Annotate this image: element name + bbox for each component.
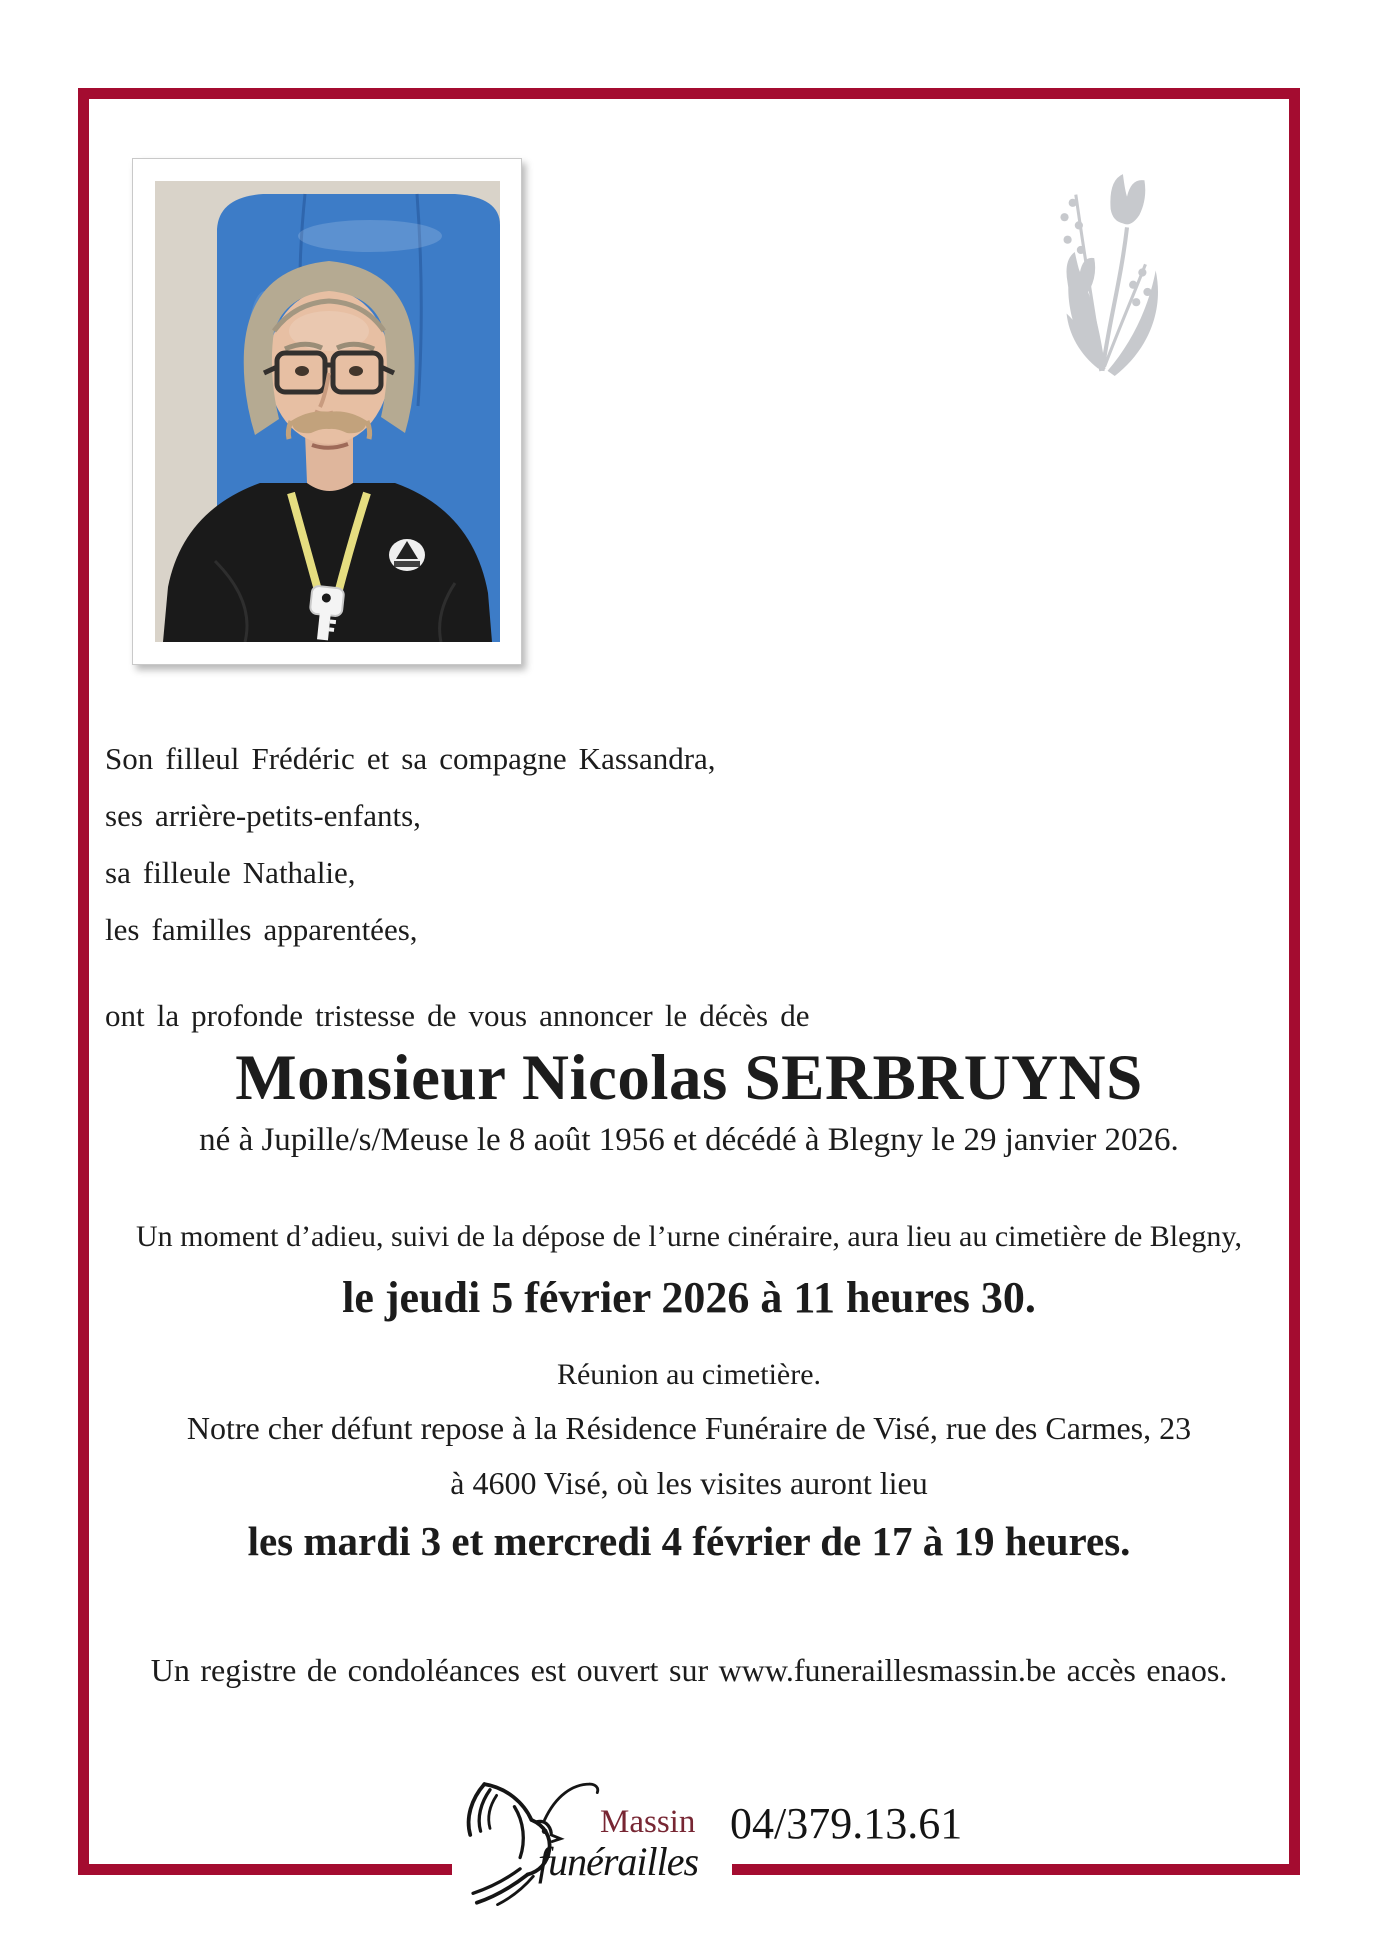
funeral-home-name: Massin bbox=[600, 1804, 696, 1840]
portrait-photo-frame bbox=[132, 158, 522, 665]
family-line-3: sa filleule Nathalie, bbox=[105, 855, 356, 890]
family-line-1: Son filleul Frédéric et sa compagne Kassandra, bbox=[105, 741, 716, 776]
deceased-name: Monsieur Nicolas SERBRUYNS bbox=[235, 1042, 1143, 1114]
family-line-2: ses arrière-petits-enfants, bbox=[105, 798, 421, 833]
announcement-intro: ont la profonde tristesse de vous annoncer le décès de bbox=[105, 998, 810, 1033]
condolence-register-line: Un registre de condoléances est ouvert sur www.funeraillesmassin.be accès enaos. bbox=[150, 1652, 1228, 1688]
funeral-home-logo bbox=[452, 1782, 732, 1904]
portrait-illustration bbox=[155, 181, 500, 642]
phone-number: 04/379.13.61 bbox=[730, 1799, 963, 1848]
funeral-home-subtitle: funérailles bbox=[538, 1839, 699, 1884]
repose-line-2: à 4600 Visé, où les visites auront lieu bbox=[450, 1465, 928, 1501]
ceremony-date-line: le jeudi 5 février 2026 à 11 heures 30. bbox=[342, 1273, 1036, 1322]
portrait-photo bbox=[155, 181, 500, 642]
ceremony-intro-line: Un moment d’adieu, suivi de la dépose de l’urne cinéraire, aura lieu au cimetière de Blegny, bbox=[136, 1220, 1242, 1253]
birth-death-line: né à Jupille/s/Meuse le 8 août 1956 et décédé à Blegny le 29 janvier 2026. bbox=[199, 1122, 1179, 1158]
repose-line-1: Notre cher défunt repose à la Résidence Funéraire de Visé, rue des Carmes, 23 bbox=[186, 1410, 1192, 1446]
meeting-line: Réunion au cimetière. bbox=[556, 1358, 822, 1391]
tulip-ornament-icon bbox=[1038, 168, 1173, 378]
family-line-4: les familles apparentées, bbox=[105, 912, 418, 947]
visits-line: les mardi 3 et mercredi 4 février de 17 à 19 heures. bbox=[247, 1518, 1131, 1564]
